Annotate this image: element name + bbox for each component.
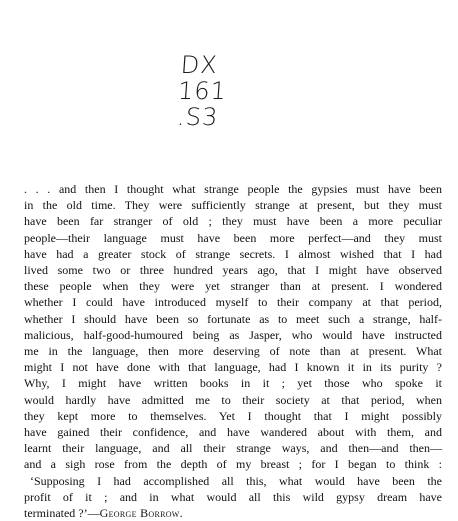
passage-line: . . . and then I thought what strange people the gypsies must have been	[24, 182, 442, 196]
passage-line: malicious, half-good-humoured being as Jasper, who would have instructed	[24, 327, 442, 342]
passage-line: whether I could have introduced myself to their company at that period,	[24, 295, 442, 310]
handwritten-call-number	[173, 52, 248, 130]
passage-line: lived some two or three hundred years ago, that I might have observed	[24, 263, 442, 278]
passage-line: and a sigh rose from the depth of my breast ; for I began to think :	[24, 457, 442, 472]
passage-line: Why, I might have written books in it ; yet those who spoke it	[24, 376, 442, 391]
passage-line: they kept more to themselves. Yet I thought that I might possibly	[24, 408, 442, 423]
call-number-line-1: DX	[179, 51, 219, 79]
passage-line: ‘Supposing I had accomplished all this, what would have been the	[30, 473, 442, 488]
passage-line: me in the language, then more deserving of note than at present. What	[24, 344, 442, 359]
passage-line: might I not have done with that language, had I known it in its purity ?	[24, 360, 442, 375]
passage-line: in the old time. They were sufficiently strange at present, but they must	[24, 198, 442, 213]
passage-line: learnt their language, and all their strange ways, and then—and then—	[24, 441, 442, 456]
passage-line: profit of it ; and in what would all this wild gypsy dream have	[24, 489, 442, 504]
passage-line: have had a greater stock of strange secrets. I almost wished that I had	[24, 246, 442, 261]
call-number-line-2: 161	[177, 77, 228, 105]
passage-line: would hardly have admitted me to their society at that period, when	[24, 392, 442, 407]
passage-line: have gained their confidence, and have wandered about with them, and	[24, 425, 442, 440]
author-attribution: George Borrow.	[99, 506, 183, 521]
passage-line-end: terminated ?’—	[24, 506, 100, 521]
passage-last-line	[24, 505, 442, 521]
quotation-passage	[24, 181, 442, 521]
passage-line: whether I should have been so fortunate as to meet such a strange, half-	[24, 311, 442, 326]
passage-line: these people when they were yet stranger than at present. I wondered	[24, 279, 442, 294]
passage-line: people—their language must have been more perfect—and they must	[24, 230, 442, 245]
call-number-line-3: .S3	[176, 103, 220, 131]
passage-line: have been far stranger of old ; they must have been a more peculiar	[24, 214, 442, 229]
